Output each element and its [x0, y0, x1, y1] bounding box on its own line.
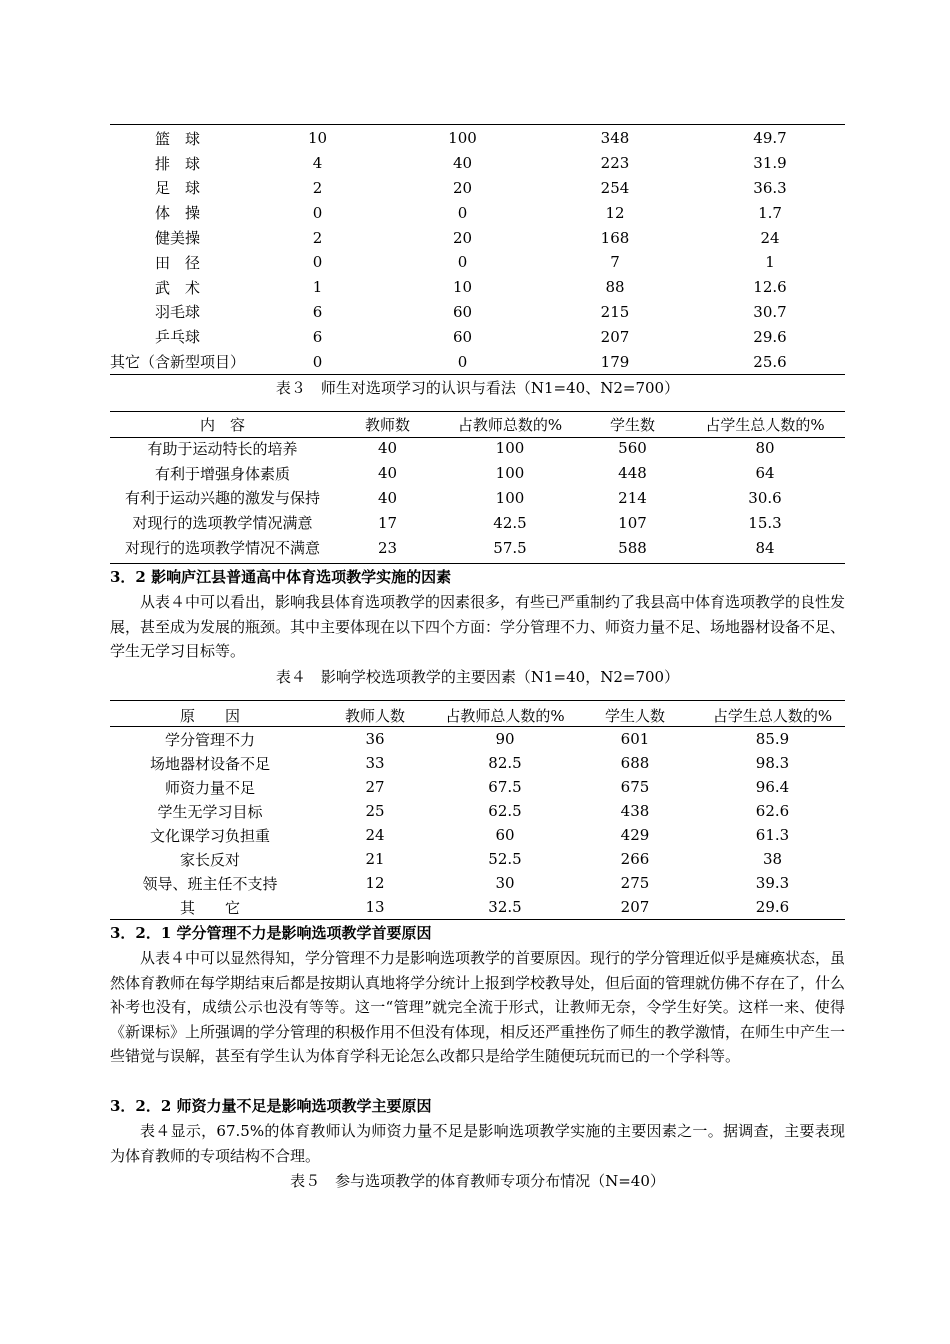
table4-cell: 12: [365, 874, 385, 892]
section-3-2-text: 从表４中可以看出，影响我县体育选项教学的因素很多，有些已严重制约了我县高中体育选项教学的良性发展，甚至成为发展的瓶颈。其中主要体现在以下四个方面：学分管理不力、师资力量不足、场地器材设备不足、学生无学习目标等。: [110, 593, 846, 660]
table2-cell: 12.6: [753, 278, 787, 297]
table2-cell: 武 术: [154, 278, 200, 297]
table2-cell: 2: [312, 178, 323, 197]
table4-cell: 家长反对: [179, 850, 240, 869]
table2-cell: 7: [610, 253, 620, 272]
table4-row: [110, 799, 845, 823]
table2-top-rule: [110, 124, 845, 125]
table2-cell: 20: [452, 178, 473, 197]
table3-cell: 有利于增强身体素质: [154, 464, 290, 483]
table4-caption: 表４ 影响学校选项教学的主要因素（N1=40，N2=700）: [275, 668, 680, 686]
table4-cell: 其 它: [179, 898, 240, 917]
table2-row: [110, 151, 845, 176]
table4-cell: 36: [365, 730, 385, 748]
table5-caption: 表５ 参与选项教学的体育教师专项分布情况（N=40）: [290, 1172, 665, 1190]
table3-cell: 对现行的选项教学情况不满意: [124, 539, 320, 558]
table2-cell: 其它（含新型项目）: [110, 353, 245, 372]
table3-cell: 40: [377, 439, 398, 458]
table4-cell: 61.3: [755, 826, 790, 844]
section-3-2-heading: 3．2 影响庐江县普通高中体育选项教学实施的因素: [110, 568, 452, 586]
table3-cell: 107: [618, 513, 647, 532]
table3-cell: 15.3: [748, 513, 782, 532]
table2-cell: 60: [452, 327, 473, 346]
table4-row: [110, 871, 845, 895]
table3-caption: 表３ 师生对选项学习的认识与看法（N1=40、N2=700）: [275, 379, 680, 397]
table3-cell: 40: [377, 488, 398, 507]
table4-cell: 师资力量不足: [164, 778, 255, 797]
table3-cell: 有利于运动兴趣的激发与保持: [124, 489, 320, 508]
table2-row: [110, 126, 845, 151]
section-3-2-1-heading: 3．2．1 学分管理不力是影响选项教学首要原因: [110, 924, 432, 942]
table4-cell: 688: [620, 754, 650, 772]
section-3-2-2-paragraph: [110, 1119, 845, 1168]
table2-cell: 健美操: [154, 229, 200, 248]
table3-cell: 80: [755, 439, 775, 458]
table3-header-cell: 教师数: [364, 416, 410, 434]
table2-cell: 10: [452, 278, 473, 297]
table2-cell: 12: [605, 203, 625, 222]
table4-cell: 438: [620, 802, 650, 820]
table3-cell: 560: [618, 439, 647, 458]
table4-cell: 60: [495, 826, 515, 844]
table4-cell: 207: [620, 898, 650, 916]
table2-row: [110, 200, 845, 225]
table2-row: [110, 250, 845, 275]
table2-cell: 20: [452, 228, 473, 247]
table3-cell: 有助于运动特长的培养: [147, 439, 298, 458]
table2-bottom-rule: [110, 374, 845, 375]
table4-cell: 675: [620, 778, 650, 796]
table2-cell: 0: [312, 253, 323, 272]
table4-cell: 33: [365, 754, 385, 772]
table4-header-cell: 占教师总人数的%: [445, 706, 565, 725]
table4-cell: 67.5: [488, 778, 522, 796]
table3-header-row: [110, 413, 845, 436]
table3-row: [110, 436, 845, 461]
table2-cell: 0: [457, 253, 468, 272]
table4-cell: 29.6: [755, 898, 790, 916]
table2-cell: 60: [452, 302, 473, 321]
table4-cell: 30: [495, 874, 515, 892]
table2-row: [110, 324, 845, 349]
table2-cell: 1.7: [758, 203, 782, 222]
table4-cell: 62.5: [488, 802, 522, 820]
table4-cell: 24: [365, 826, 385, 844]
table4-header-row: [110, 703, 845, 727]
table4-cell: 21: [365, 850, 385, 868]
table2-cell: 2: [312, 228, 323, 247]
table2-row: [110, 275, 845, 300]
table4-cell: 85.9: [755, 730, 790, 748]
table4-cell: 601: [620, 730, 650, 748]
table2-cell: 207: [600, 327, 630, 346]
table2-cell: 乒乓球: [154, 328, 200, 347]
table3-cell: 23: [377, 538, 398, 557]
table3-row: [110, 486, 845, 511]
table2-cell: 31.9: [753, 154, 787, 173]
section-3-2-1-text: 从表４中可以显然得知，学分管理不力是影响选项教学的首要原因。现行的学分管理近似乎是瘫痪状态，虽然体育教师在每学期结束后都是按期认真地将学分统计上报到学校教导处，但后面的管理就仿佛不存在了，什么补考也没有，成绩公示也没有等等。这一“管理”就完全流于形式，让教师无奈，令学生好笑。这样一来、使得《新课标》上所强调的学分管理的积极作用不但没有体现，相反还严重挫伤了师生的教学激情，在师生中产生一些错觉与误解，甚至有学生认为体育学科无论怎么改都只是给学生随便玩玩而已的一个学科等。: [110, 949, 846, 1065]
table3-header-cell: 占教师总数的%: [457, 416, 563, 434]
table4-cell: 429: [620, 826, 650, 844]
table4-cell: 27: [365, 778, 385, 796]
table2-cell: 1: [765, 253, 775, 272]
table3-cell: 对现行的选项教学情况满意: [132, 514, 313, 533]
table2-cell: 排 球: [154, 154, 200, 173]
table2-cell: 88: [605, 278, 625, 297]
table2-cell: 0: [312, 203, 323, 222]
table2-cell: 0: [457, 352, 468, 371]
table4-cell: 领导、班主任不支持: [142, 874, 278, 893]
table2-cell: 田 径: [154, 253, 200, 272]
table4-cell: 52.5: [488, 850, 522, 868]
table4-cell: 82.5: [488, 754, 522, 772]
table2-cell: 254: [600, 178, 630, 197]
table4-header-cell: 学生人数: [604, 706, 665, 725]
table2-row: [110, 349, 845, 374]
table4-row: [110, 823, 845, 847]
table3-cell: 214: [618, 488, 647, 507]
table3-header-cell: 学生数: [609, 416, 655, 434]
table3-cell: 100: [495, 439, 525, 458]
table2-cell: 29.6: [753, 327, 787, 346]
table2-cell: 0: [457, 203, 468, 222]
table3-row: [110, 535, 845, 560]
table3-cell: 588: [618, 538, 647, 557]
table4-cell: 98.3: [755, 754, 790, 772]
table4-cell: 62.6: [755, 802, 790, 820]
table2-cell: 体 操: [154, 204, 200, 223]
table3-bottom-rule: [110, 563, 845, 564]
table3-cell: 40: [377, 464, 398, 483]
table3-cell: 30.6: [748, 488, 782, 507]
table4-bottom-rule: [110, 919, 845, 920]
table4-cell: 39.3: [755, 874, 790, 892]
table4: [110, 703, 845, 919]
table4-cell: 90: [495, 730, 515, 748]
table2-cell: 6: [312, 302, 323, 321]
table4-cell: 13: [365, 898, 385, 916]
table4-cell: 96.4: [755, 778, 790, 796]
table2-cell: 36.3: [753, 178, 787, 197]
section-3-2-paragraph: [110, 590, 845, 664]
table4-row: [110, 727, 845, 751]
table3-row: [110, 510, 845, 535]
table2-cell: 348: [600, 129, 630, 148]
table4-cell: 学生无学习目标: [157, 802, 263, 821]
table2-cell: 179: [600, 352, 630, 371]
table3-cell: 57.5: [493, 538, 527, 557]
table3-cell: 64: [755, 464, 775, 483]
table3-header-cell: 占学生总人数的%: [705, 416, 825, 434]
table2-cell: 10: [307, 129, 328, 148]
table4-cell: 场地器材设备不足: [149, 754, 270, 773]
table4-row: [110, 895, 845, 919]
table3-cell: 84: [755, 538, 775, 557]
table2-row: [110, 300, 845, 325]
table3-cell: 100: [495, 488, 525, 507]
table2-cell: 223: [600, 154, 630, 173]
table2-cell: 215: [600, 302, 630, 321]
table3-header-cell: 内 容: [199, 416, 245, 434]
table2-cell: 0: [312, 352, 323, 371]
table2-cell: 25.6: [753, 352, 787, 371]
table3: [110, 413, 845, 560]
table3-cell: 448: [618, 464, 647, 483]
table4-header-rule: [110, 726, 845, 727]
table2-cell: 足 球: [154, 179, 200, 198]
table4-header-cell: 占学生总人数的%: [712, 706, 833, 725]
table2-cell: 30.7: [753, 302, 787, 321]
table4-row: [110, 751, 845, 775]
table4-cell: 学分管理不力: [164, 730, 255, 749]
table2-cell: 4: [312, 154, 323, 173]
table2-cell: 100: [448, 129, 477, 148]
table3-cell: 42.5: [493, 513, 527, 532]
table2-cell: 篮 球: [154, 129, 200, 148]
table3-header-rule: [110, 437, 845, 438]
table2-cell: 49.7: [753, 129, 787, 148]
table2-cell: 羽毛球: [154, 303, 200, 322]
table3-cell: 17: [377, 513, 398, 532]
table2-cell: 6: [312, 327, 323, 346]
table4-row: [110, 775, 845, 799]
table4-row: [110, 847, 845, 871]
table4-cell: 38: [762, 850, 783, 868]
table4-cell: 文化课学习负担重: [149, 826, 270, 845]
table2-row: [110, 176, 845, 201]
section-3-2-2-heading: 3．2．2 师资力量不足是影响选项教学主要原因: [110, 1097, 432, 1115]
table4-header-cell: 原 因: [179, 706, 240, 725]
section-3-2-1-paragraph: [110, 946, 845, 1069]
section-3-2-2-text: 表４显示，67.5%的体育教师认为师资力量不足是影响选项教学实施的主要因素之一。据调查，主要表现为体育教师的专项结构不合理。: [110, 1122, 845, 1165]
table4-cell: 32.5: [488, 898, 522, 916]
table2-cell: 40: [452, 154, 473, 173]
table2-cell: 1: [312, 278, 323, 297]
table4-cell: 25: [365, 802, 385, 820]
table2: [110, 126, 845, 374]
table4-header-cell: 教师人数: [344, 706, 405, 725]
table4-top-rule: [110, 700, 845, 701]
table2-cell: 24: [760, 228, 780, 247]
table2-cell: 168: [600, 228, 630, 247]
table4-cell: 275: [620, 874, 650, 892]
table3-cell: 100: [495, 464, 525, 483]
table3-row: [110, 461, 845, 486]
table3-top-rule: [110, 411, 845, 412]
table2-row: [110, 225, 845, 250]
table4-cell: 266: [620, 850, 650, 868]
